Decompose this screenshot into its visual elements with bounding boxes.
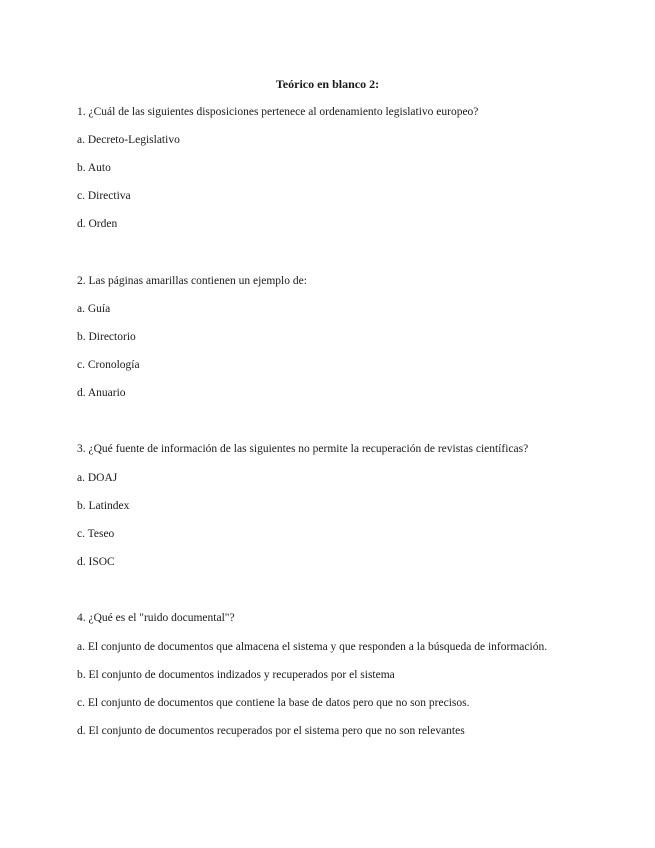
question-3-option-d: d. ISOC [77,556,115,568]
question-3-text: 3. ¿Qué fuente de información de las siguientes no permite la recuperación de revistas científicas? [77,443,529,455]
question-2-option-d: d. Anuario [77,387,126,399]
question-1-option-b: b. Auto [77,162,111,174]
question-4-option-c: c. El conjunto de documentos que contiene la base de datos pero que no son precisos. [77,697,470,709]
question-1-option-a: a. Decreto-Legislativo [77,134,180,146]
question-3-option-a: a. DOAJ [77,472,118,484]
question-4-option-a: a. El conjunto de documentos que almacena el sistema y que responden a la búsqueda de información. [77,641,548,653]
question-3-option-c: c. Teseo [77,528,115,540]
question-2-text: 2. Las páginas amarillas contienen un ejemplo de: [77,275,307,287]
question-3-option-b: b. Latindex [77,500,130,512]
question-2-option-a: a. Guía [77,303,111,315]
question-2-option-c: c. Cronología [77,359,140,371]
question-1-option-c: c. Directiva [77,190,131,202]
document-title: Teórico en blanco 2: [275,77,380,91]
question-2-option-b: b. Directorio [77,331,136,343]
question-4-text: 4. ¿Qué es el "ruido documental"? [77,612,235,624]
question-4-option-b: b. El conjunto de documentos indizados y recuperados por el sistema [77,669,395,681]
question-1-option-d: d. Orden [77,218,118,230]
question-4-option-d: d. El conjunto de documentos recuperados por el sistema pero que no son relevantes [77,725,465,737]
question-1-text: 1. ¿Cuál de las siguientes disposiciones pertenece al ordenamiento legislativo europeo? [77,106,479,118]
